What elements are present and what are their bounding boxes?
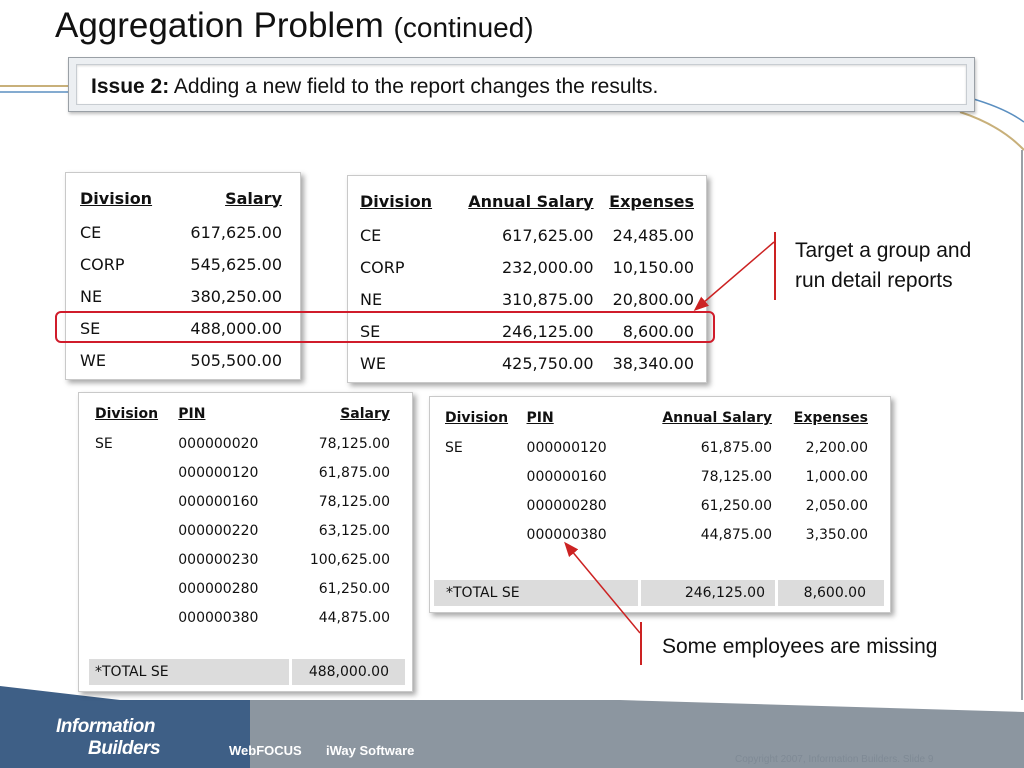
table-header-row [95,399,390,429]
table-header-row [360,183,694,219]
cell-expenses: 3,350.00 [805,526,868,543]
cell-salary: 78,125.00 [318,493,390,510]
total-label: *TOTAL SE [89,659,289,685]
cell-division: NE [360,289,383,309]
column-header: Division [95,406,159,422]
column-header: Expenses [609,191,694,211]
table-row [80,248,282,280]
cell-annual-salary: 78,125.00 [700,468,772,485]
cell-salary: 617,625.00 [190,222,282,242]
cell-division: CORP [80,254,125,274]
column-header: Annual Salary [468,191,594,211]
report-division-salary-expenses [347,175,707,383]
cell-division [95,545,178,574]
table-row [95,458,390,487]
table-row [95,545,390,574]
cell-expenses: 2,050.00 [805,497,868,514]
table-row [80,344,282,376]
table-row [360,219,694,251]
table-row [95,603,390,632]
cell-pin: 000000020 [178,435,259,452]
cell-division [95,516,178,545]
table-row [80,216,282,248]
cell-division: CORP [360,257,405,277]
slide-title [55,6,534,46]
cell-division: SE [445,439,463,456]
cell-annual-salary: 232,000.00 [501,257,594,277]
table-se-detail-salary [95,399,390,632]
company-logo-line2: Builders [88,738,161,759]
cell-salary: 44,875.00 [318,609,390,626]
column-header: Annual Salary [662,410,772,426]
report-division-salary [65,172,301,380]
issue-box [68,57,975,112]
cell-pin: 000000280 [178,580,259,597]
column-header: Division [80,188,153,208]
cell-division [445,491,527,520]
table-row [95,516,390,545]
footer-webfocus: WebFOCUS [229,743,302,758]
table-division-salary [80,180,282,376]
cell-division: SE [95,435,113,452]
column-header: Salary [340,406,390,422]
table-row [445,520,868,549]
table-row [445,433,868,462]
cell-annual-salary: 246,125.00 [501,321,594,341]
cell-pin: 000000220 [178,522,259,539]
table-row [360,347,694,379]
target-callout-line2: run detail reports [795,269,953,292]
column-header: Division [360,191,433,211]
cell-salary: 545,625.00 [190,254,282,274]
table-row [95,487,390,516]
column-header: PIN [178,406,206,422]
total-salary: 488,000.00 [292,659,405,685]
table-row [360,315,694,347]
table-header-row [445,403,868,433]
target-callout-line1: Target a group and [795,239,972,262]
target-callout-text [795,236,971,296]
column-header: Expenses [793,410,868,426]
table-row [445,491,868,520]
table-header-row [80,180,282,216]
cell-pin: 000000380 [526,526,607,543]
cell-salary: 63,125.00 [318,522,390,539]
cell-pin: 000000280 [526,497,607,514]
total-row [434,580,884,606]
cell-pin: 000000230 [178,551,259,568]
cell-division: SE [80,318,101,338]
issue-inner [76,64,967,105]
table-row [360,251,694,283]
table-row [80,312,282,344]
cell-expenses: 1,000.00 [805,468,868,485]
cell-division: CE [80,222,102,242]
cell-division [95,603,178,632]
cell-expenses: 2,200.00 [805,439,868,456]
cell-expenses: 8,600.00 [622,321,694,341]
cell-pin: 000000380 [178,609,259,626]
table-row [95,574,390,603]
column-header: Division [445,410,509,426]
cell-division [445,520,527,549]
title-main: Aggregation Problem [55,6,384,45]
cell-division [95,487,178,516]
table-division-salary-expenses [360,183,694,379]
cell-division: SE [360,321,381,341]
total-annual-salary: 246,125.00 [641,580,775,606]
total-label: *TOTAL SE [434,580,638,606]
cell-salary: 505,500.00 [190,350,282,370]
cell-annual-salary: 425,750.00 [501,353,594,373]
column-header: Salary [225,188,282,208]
cell-salary: 61,250.00 [318,580,390,597]
issue-label: Issue 2: [91,75,170,98]
cell-division: NE [80,286,103,306]
missing-callout-text: Some employees are missing [662,635,938,658]
cell-pin: 000000120 [526,439,607,456]
cell-salary: 380,250.00 [190,286,282,306]
title-sub: (continued) [393,12,534,43]
total-expenses: 8,600.00 [778,580,884,606]
cell-division: WE [360,353,386,373]
table-row [360,283,694,315]
table-row [80,280,282,312]
cell-division: CE [360,225,382,245]
company-logo-line1: Information [56,716,155,737]
cell-division [95,574,178,603]
cell-division [95,458,178,487]
cell-pin: 000000120 [178,464,259,481]
report-se-detail-salary-expenses [429,396,891,613]
cell-annual-salary: 44,875.00 [700,526,772,543]
cell-salary: 488,000.00 [190,318,282,338]
column-header: PIN [526,410,554,426]
cell-annual-salary: 617,625.00 [501,225,594,245]
cell-salary: 61,875.00 [318,464,390,481]
cell-pin: 000000160 [178,493,259,510]
footer-iway: iWay Software [326,743,415,758]
cell-expenses: 10,150.00 [612,257,694,277]
cell-division: WE [80,350,106,370]
cell-expenses: 24,485.00 [612,225,694,245]
cell-division [445,462,527,491]
cell-annual-salary: 61,250.00 [700,497,772,514]
cell-annual-salary: 310,875.00 [501,289,594,309]
issue-text [91,75,658,99]
cell-pin: 000000160 [526,468,607,485]
total-row [89,659,405,685]
table-row [445,462,868,491]
cell-salary: 100,625.00 [309,551,390,568]
cell-expenses: 38,340.00 [612,353,694,373]
report-se-detail-salary [78,392,413,692]
table-row [95,429,390,458]
issue-description: Adding a new field to the report changes the results. [173,75,659,98]
cell-annual-salary: 61,875.00 [700,439,772,456]
table-se-detail-salary-expenses [445,403,868,549]
cell-expenses: 20,800.00 [612,289,694,309]
cell-salary: 78,125.00 [318,435,390,452]
copyright-text: Copyright 2007, Information Builders. Slide 9 [735,754,934,765]
